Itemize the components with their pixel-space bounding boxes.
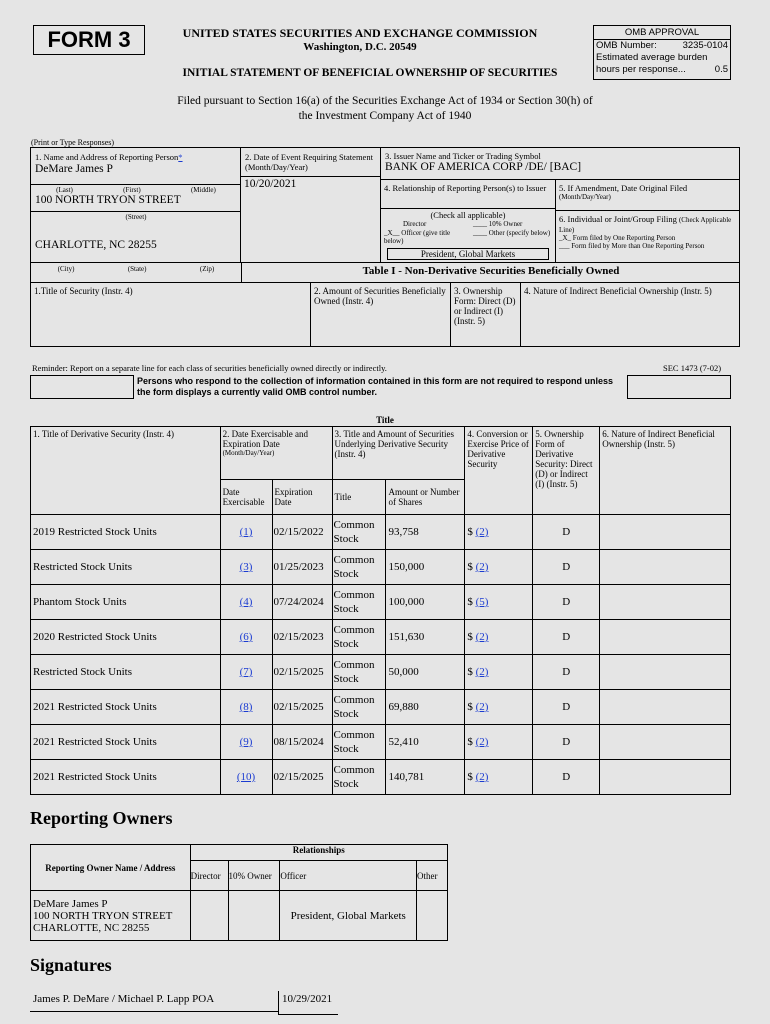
amount-header: Amount or Number of Shares — [386, 480, 465, 515]
underlying-amount: 69,880 — [386, 690, 465, 725]
sec-code: SEC 1473 (7-02) — [663, 363, 722, 373]
table2-col1-header: 1. Title of Derivative Security (Instr. 4) — [31, 427, 221, 515]
ownership-form: D — [533, 760, 600, 795]
footnote-asterisk-link[interactable]: * — [178, 152, 183, 162]
price-dollar: $ — [467, 631, 473, 643]
table-row — [31, 550, 731, 585]
city-label: (City) — [57, 265, 75, 273]
expiration-date: 01/25/2023 — [272, 550, 332, 585]
agency-city: Washington, D.C. 20549 — [303, 41, 417, 53]
last-label: (Last) — [56, 186, 73, 194]
derivative-security-title: 2021 Restricted Stock Units — [31, 760, 221, 795]
omb-hours-label: hours per response... — [596, 64, 686, 75]
event-date: 10/20/2021 — [241, 176, 380, 191]
expiration-date: 02/15/2025 — [272, 655, 332, 690]
signatures-heading: Signatures — [30, 955, 112, 975]
price-footnote-link[interactable]: (2) — [475, 736, 489, 748]
price-footnote-link[interactable]: (2) — [475, 771, 489, 783]
table2-col6-header: 6. Nature of Indirect Beneficial Ownership (Instr. 5) — [600, 427, 731, 515]
city-state-zip-labels — [31, 265, 241, 273]
reminder-text: Reminder: Report on a separate line for each class of securities beneficially owned directly or indirectly. — [32, 363, 387, 373]
box1-label: 1. Name and Address of Reporting Person — [35, 152, 179, 162]
underlying-amount: 52,410 — [386, 725, 465, 760]
box4-label: 4. Relationship of Reporting Person(s) to Issuer — [384, 183, 547, 193]
table1-header — [30, 283, 740, 347]
date-exercisable-footnote-link[interactable]: (10) — [236, 771, 256, 783]
underlying-amount: 151,630 — [386, 620, 465, 655]
ownership-form: D — [533, 585, 600, 620]
indirect-ownership-cell — [600, 690, 731, 725]
other-option: ____ Other (specify below) — [473, 229, 551, 237]
date-exercisable-footnote-link[interactable]: (6) — [239, 631, 253, 643]
table1-title: Table I - Non-Derivative Securities Beneficially Owned — [362, 265, 620, 277]
date-exercisable-footnote-link[interactable]: (7) — [239, 666, 253, 678]
expiration-date: 02/15/2023 — [272, 620, 332, 655]
underlying-title: Common Stock — [332, 760, 386, 795]
underlying-amount: 50,000 — [386, 655, 465, 690]
underlying-amount: 100,000 — [386, 585, 465, 620]
price-footnote-link[interactable]: (2) — [475, 631, 489, 643]
omb-number: 3235-0104 — [682, 40, 728, 51]
underlying-title-header: Title — [332, 480, 386, 515]
derivative-table — [30, 426, 731, 795]
persons-left-box — [30, 375, 134, 399]
ownership-form: D — [533, 655, 600, 690]
date-exercisable-footnote-link[interactable]: (1) — [239, 526, 253, 538]
expiration-date: 02/15/2022 — [272, 515, 332, 550]
form-label: FORM 3 — [33, 25, 145, 55]
other-header: Other — [417, 861, 448, 891]
indirect-ownership-cell — [600, 760, 731, 795]
table2-col4-header: 4. Conversion or Exercise Price of Derivative Security — [465, 427, 533, 515]
underlying-amount: 150,000 — [386, 550, 465, 585]
derivative-security-title: Restricted Stock Units — [31, 550, 221, 585]
table1-col1: 1.Title of Security (Instr. 4) — [31, 283, 311, 346]
price-footnote-link[interactable]: (2) — [475, 666, 489, 678]
owner-officer-title: President, Global Markets — [280, 891, 417, 941]
date-exercisable-footnote-link[interactable]: (3) — [239, 561, 253, 573]
omb-hours: 0.5 — [714, 64, 728, 75]
price-dollar: $ — [467, 561, 473, 573]
indirect-ownership-cell — [600, 515, 731, 550]
omb-number-label: OMB Number: — [596, 40, 657, 51]
underlying-title: Common Stock — [332, 620, 386, 655]
state-label: (State) — [127, 265, 147, 273]
street-label: (Street) — [31, 211, 241, 221]
zip-label: (Zip) — [199, 265, 215, 273]
indirect-ownership-cell — [600, 655, 731, 690]
expiration-date-header: Expiration Date — [272, 480, 332, 515]
table-row — [31, 690, 731, 725]
price-footnote-link[interactable]: (5) — [475, 596, 489, 608]
reporting-owners-table — [30, 844, 448, 941]
indirect-ownership-cell — [600, 725, 731, 760]
owner-other-cell — [417, 891, 448, 941]
price-dollar: $ — [467, 526, 473, 538]
issuer-name: BANK OF AMERICA CORP /DE/ [BAC] — [385, 161, 582, 173]
table2-col3-header: 3. Title and Amount of Securities Underlying Derivative Security (Instr. 4) — [332, 427, 465, 480]
ownership-form: D — [533, 725, 600, 760]
price-footnote-link[interactable]: (2) — [475, 701, 489, 713]
agency-name: UNITED STATES SECURITIES AND EXCHANGE COMMISSION — [182, 26, 538, 40]
table-row — [31, 725, 731, 760]
table-row — [31, 515, 731, 550]
box5-label: 5. If Amendment, Date Original Filed — [559, 183, 688, 193]
price-dollar: $ — [467, 771, 473, 783]
officer-option: _X__ Officer (give title below) — [384, 229, 451, 245]
table-row — [31, 620, 731, 655]
table2-col2-header: 2. Date Exercisable and Expiration Date — [222, 429, 309, 449]
table1-col2: 2. Amount of Securities Beneficially Owned (Instr. 4) — [311, 283, 451, 346]
officer-title: President, Global Markets — [387, 248, 549, 260]
box6-label: 6. Individual or Joint/Group Filing — [559, 214, 677, 224]
ten-percent-header: 10% Owner — [228, 861, 280, 891]
table1-col4: 4. Nature of Indirect Beneficial Ownership (Instr. 5) — [524, 286, 712, 296]
omb-approval-box — [593, 25, 731, 80]
ownership-form: D — [533, 515, 600, 550]
indirect-ownership-cell — [600, 550, 731, 585]
city-state-zip: CHARLOTTE, NC 28255 — [35, 239, 157, 251]
ownership-form: D — [533, 620, 600, 655]
ten-percent-owner-option: ____ 10% Owner — [473, 220, 523, 228]
director-option: Director — [403, 220, 427, 228]
table2-col2-sub: (Month/Day/Year) — [222, 449, 275, 457]
date-exercisable-footnote-link[interactable]: (4) — [239, 596, 253, 608]
filed-line-2: the Investment Company Act of 1940 — [298, 110, 472, 122]
reporting-owners-heading: Reporting Owners — [30, 808, 173, 828]
street-address: 100 NORTH TRYON STREET — [35, 194, 181, 206]
table1-col3: 3. Ownership Form: Direct (D) or Indirect (I) (Instr. 5) — [451, 283, 521, 346]
underlying-amount: 93,758 — [386, 515, 465, 550]
owner-line-3: CHARLOTTE, NC 28255 — [33, 921, 150, 934]
print-type-note: (Print or Type Responses) — [31, 138, 115, 147]
group-filer-option: ___ Form filed by More than One Reporting Person — [559, 242, 705, 250]
first-label: (First) — [123, 186, 141, 194]
date-exercisable-footnote-link[interactable]: (8) — [239, 701, 253, 713]
omb-title: OMB APPROVAL — [594, 26, 730, 40]
owner-ten-percent-cell — [228, 891, 280, 941]
form-title: INITIAL STATEMENT OF BENEFICIAL OWNERSHIP OF SECURITIES — [182, 67, 558, 79]
expiration-date: 07/24/2024 — [272, 585, 332, 620]
expiration-date: 08/15/2024 — [272, 725, 332, 760]
indirect-ownership-cell — [600, 620, 731, 655]
expiration-date: 02/15/2025 — [272, 690, 332, 725]
owner-name-header: Reporting Owner Name / Address — [31, 845, 191, 891]
underlying-amount: 140,781 — [386, 760, 465, 795]
price-footnote-link[interactable]: (2) — [475, 561, 489, 573]
table-row — [31, 585, 731, 620]
reporting-info-grid — [30, 147, 740, 263]
underlying-title: Common Stock — [332, 550, 386, 585]
persons-right-box — [627, 375, 731, 399]
underlying-title: Common Stock — [332, 690, 386, 725]
underlying-title: Common Stock — [332, 725, 386, 760]
box5-sub: (Month/Day/Year) — [559, 193, 611, 201]
date-exercisable-header: Date Exercisable — [220, 480, 272, 515]
underlying-title: Common Stock — [332, 515, 386, 550]
filed-line-1: Filed pursuant to Section 16(a) of the Securities Exchange Act of 1934 or Section 30(h) of — [177, 95, 593, 107]
price-dollar: $ — [467, 701, 473, 713]
box2-label: 2. Date of Event Requiring Statement (Month/Day/Year) — [245, 152, 373, 172]
box6-sub: (Check Applicable Line) — [559, 216, 732, 234]
table-row — [31, 655, 731, 690]
underlying-title: Common Stock — [332, 585, 386, 620]
date-exercisable-footnote-link[interactable]: (9) — [239, 736, 253, 748]
price-dollar: $ — [467, 736, 473, 748]
table-row — [31, 760, 731, 795]
derivative-security-title: Phantom Stock Units — [31, 585, 221, 620]
indirect-ownership-cell — [600, 585, 731, 620]
derivative-security-title: Restricted Stock Units — [31, 655, 221, 690]
middle-label: (Middle) — [190, 186, 216, 194]
relationships-header: Relationships — [190, 845, 447, 861]
expiration-date: 02/15/2025 — [272, 760, 332, 795]
omb-burden-label: Estimated average burden — [596, 52, 708, 63]
derivative-security-title: 2021 Restricted Stock Units — [31, 725, 221, 760]
signature-name: James P. DeMare / Michael P. Lapp POA — [30, 991, 278, 1012]
owner-line-1: DeMare James P — [33, 897, 108, 910]
underlying-title: Common Stock — [332, 655, 386, 690]
director-header: Director — [190, 861, 228, 891]
ownership-form: D — [533, 550, 600, 585]
box3-label: 3. Issuer Name and Ticker or Trading Symbol — [385, 151, 541, 161]
price-dollar: $ — [467, 596, 473, 608]
price-dollar: $ — [467, 666, 473, 678]
owner-line-2: 100 NORTH TRYON STREET — [33, 909, 173, 922]
price-footnote-link[interactable]: (2) — [475, 526, 489, 538]
table2-col5-header: 5. Ownership Form of Derivative Security: Direct (D) or Indirect (I) (Instr. 5) — [533, 427, 600, 515]
derivative-security-title: 2019 Restricted Stock Units — [31, 515, 221, 550]
signature-date: 10/29/2021 — [278, 991, 338, 1015]
derivative-security-title: 2021 Restricted Stock Units — [31, 690, 221, 725]
officer-header: Officer — [280, 861, 417, 891]
check-all-applicable: (Check all applicable) — [381, 208, 555, 220]
reporting-person-name: DeMare James P — [35, 163, 113, 175]
derivative-security-title: 2020 Restricted Stock Units — [31, 620, 221, 655]
owner-director-cell — [190, 891, 228, 941]
persons-notice: Persons who respond to the collection of information contained in this form are not required to respond unless the form displays a currently valid OMB control number. — [137, 376, 614, 397]
table2-title: Title — [376, 415, 394, 425]
single-filer-option: _X_ Form filed by One Reporting Person — [559, 234, 676, 242]
ownership-form: D — [533, 690, 600, 725]
